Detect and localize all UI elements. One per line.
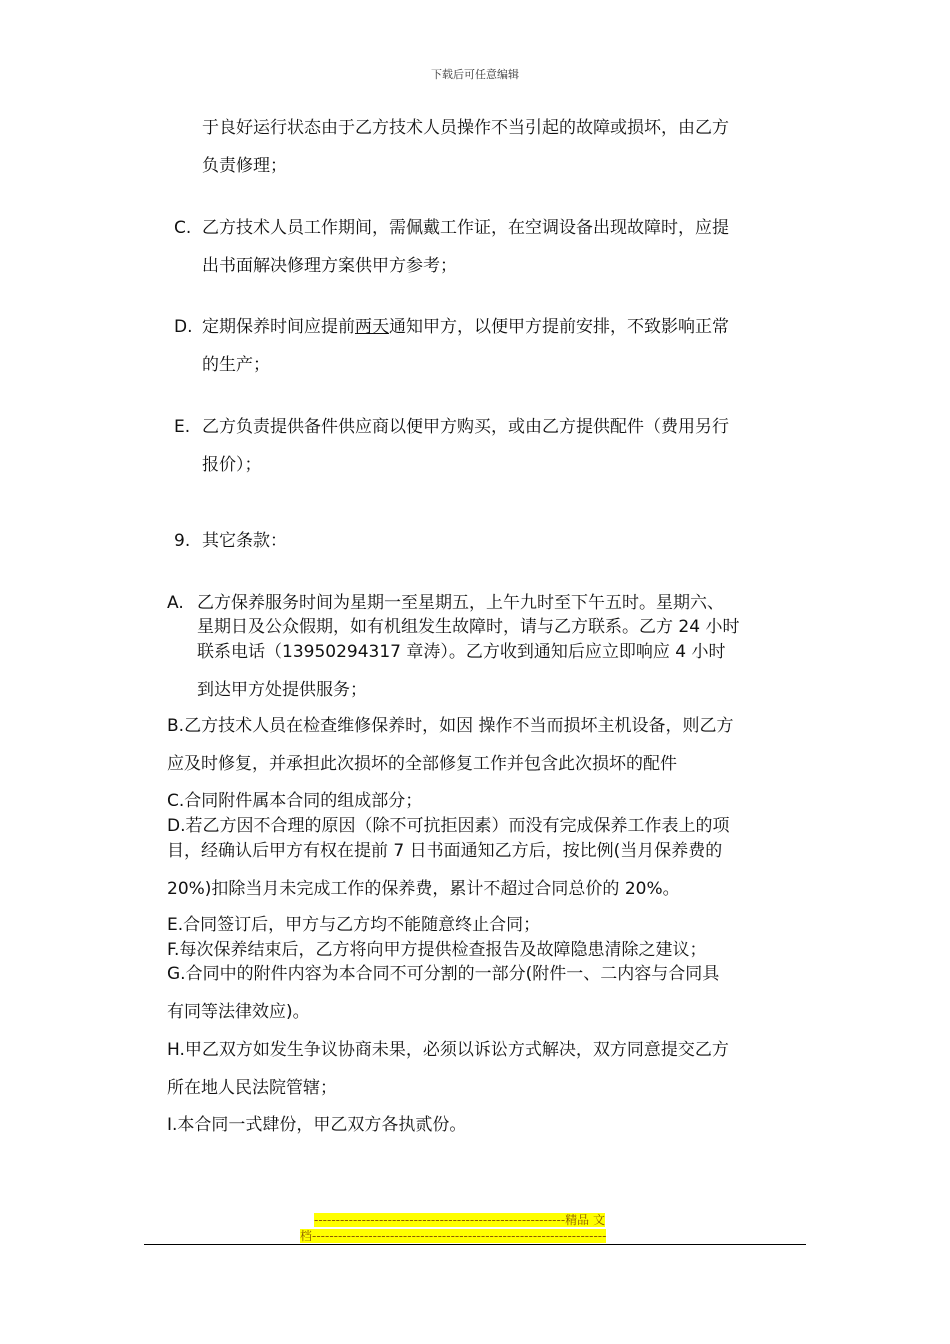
text-line: 星期日及公众假期，如有机组发生故障时，请与乙方联系。乙方 24 小时: [197, 617, 740, 637]
clause-d: [174, 316, 729, 338]
text-line: 应及时修复，并承担此次损坏的全部修复工作并包含此次损坏的配件: [167, 754, 677, 774]
clause-text: 定期保养时间应提前: [202, 317, 355, 337]
clause-marker: C.: [174, 218, 192, 238]
text-line: 于良好运行状态由于乙方技术人员操作不当引起的故障或损坏，由乙方: [202, 118, 729, 138]
clause-c-2: C.合同附件属本合同的组成部分；: [167, 791, 423, 811]
text-line: 到达甲方处提供服务；: [197, 680, 367, 700]
text-line: 所在地人民法院管辖；: [167, 1078, 337, 1098]
text-line: 目，经确认后甲方有权在提前 7 日书面通知乙方后，按比例(当月保养费的: [167, 841, 723, 861]
footer-divider: [144, 1244, 806, 1245]
clause-i: I.本合同一式肆份，甲乙双方各执贰份。: [167, 1115, 467, 1135]
clause-h: H.甲乙双方如发生争议协商未果，必须以诉讼方式解决，双方同意提交乙方: [167, 1040, 729, 1060]
clause-e-2: E.合同签订后，甲方与乙方均不能随意终止合同；: [167, 915, 541, 935]
clause-d-2: D.若乙方因不合理的原因（除不可抗拒因素）而没有完成保养工作表上的项: [167, 816, 730, 836]
page-header: 下载后可任意编辑: [431, 68, 519, 81]
clause-text: 乙方技术人员工作期间，需佩戴工作证，在空调设备出现故障时，应提: [202, 218, 729, 238]
clause-marker: D.: [174, 317, 193, 337]
text-line: 出书面解决修理方案供甲方参考；: [202, 256, 457, 276]
clause-marker: A.: [167, 593, 184, 613]
clause-c: [174, 217, 729, 239]
section-9: [174, 530, 287, 552]
clause-text: 乙方负责提供备件供应商以便甲方购买，或由乙方提供配件（费用另行: [202, 417, 729, 437]
clause-a: [167, 592, 724, 614]
footer-text: 档--------------------------------------------------------------------: [300, 1229, 607, 1243]
section-number: 9.: [174, 531, 191, 551]
text-line: 的生产；: [202, 355, 270, 375]
clause-text: 通知甲方，以便甲方提前安排，不致影响正常: [389, 317, 729, 337]
clause-e: [174, 416, 729, 438]
clause-f: F.每次保养结束后，乙方将向甲方提供检查报告及故障隐患清除之建议；: [167, 940, 707, 960]
clause-marker: E.: [174, 417, 191, 437]
section-title: 其它条款：: [202, 531, 287, 551]
text-line: 联系电话（13950294317 章涛）。乙方收到通知后应立即响应 4 小时: [197, 642, 726, 662]
text-line: 负责修理；: [202, 156, 287, 176]
text-line: 20%)扣除当月未完成工作的保养费，累计不超过合同总价的 20%。: [167, 879, 680, 899]
clause-g: G.合同中的附件内容为本合同不可分割的一部分(附件一、二内容与合同具: [167, 964, 720, 984]
clause-text: 乙方保养服务时间为星期一至星期五，上午九时至下午五时。星期六、: [197, 593, 724, 613]
underlined-text: 两天: [355, 317, 389, 337]
footer-watermark-line: [300, 1228, 650, 1244]
text-line: 报价）；: [202, 455, 262, 475]
footer-watermark-line: [314, 1212, 650, 1228]
text-line: 有同等法律效应)。: [167, 1002, 310, 1022]
footer-text: ----------------------------------------------------------精品 文: [314, 1213, 605, 1227]
clause-b: B.乙方技术人员在检查维修保养时，如因 操作不当而损坏主机设备，则乙方: [167, 716, 734, 736]
